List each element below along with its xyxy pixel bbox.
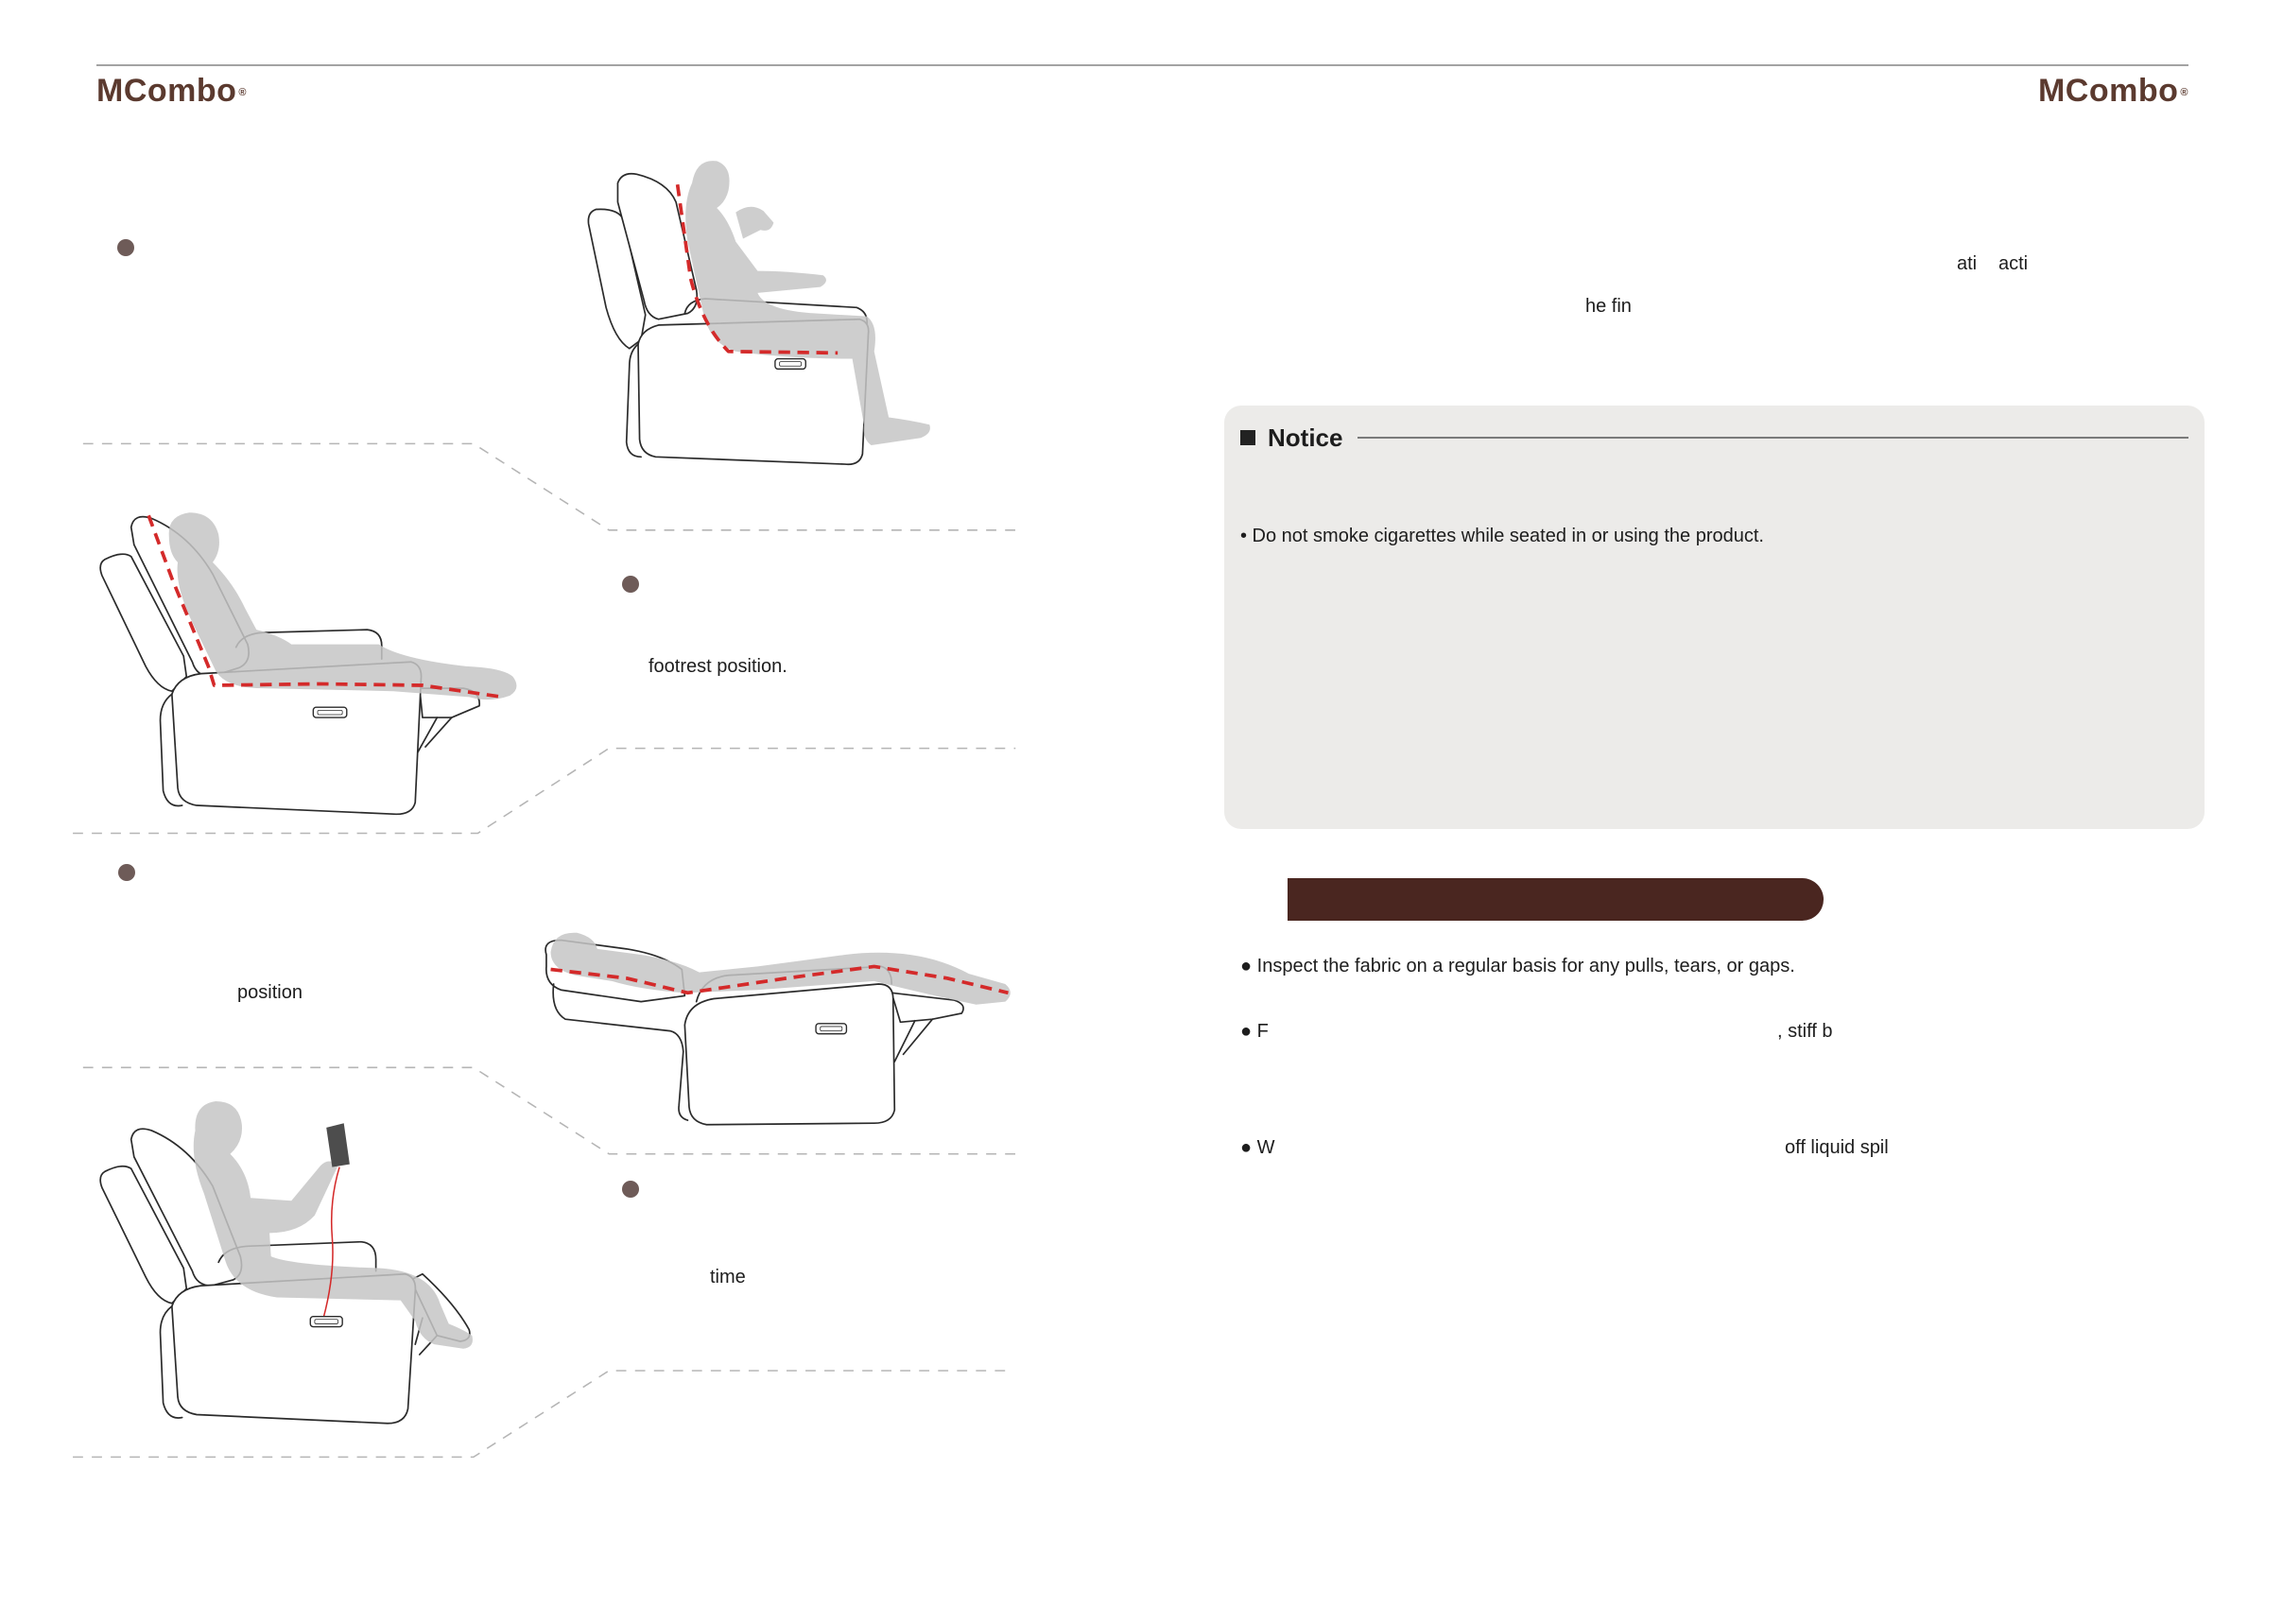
care-item: ● W	[1240, 1137, 1275, 1158]
control-button-panel	[313, 707, 346, 717]
notice-square-icon	[1240, 430, 1255, 445]
person-silhouette	[194, 1101, 473, 1349]
control-button-panel	[816, 1024, 846, 1034]
recliner-charging-illustration	[100, 1101, 473, 1424]
caption-position: position	[237, 982, 303, 1003]
motion-path-indicator	[678, 184, 839, 353]
section-heading-bar	[1288, 878, 1824, 921]
recliner-upright-illustration	[588, 161, 929, 464]
text-fragment: he fin	[1585, 296, 1632, 317]
text-fragment: acti	[1998, 253, 2029, 274]
notice-rule	[1358, 437, 2188, 439]
registered-mark: ®	[238, 87, 248, 98]
caption-footrest: footrest position.	[649, 656, 787, 677]
header-rule	[96, 64, 2188, 66]
care-item: ● Inspect the fabric on a regular basis for any pulls, tears, or gaps.	[1240, 956, 1795, 976]
care-item-fragment: off liquid spil	[1785, 1137, 1889, 1158]
step-bullet	[118, 864, 135, 881]
charging-cable	[323, 1167, 339, 1319]
registered-mark: ®	[2180, 87, 2188, 98]
brand-logo-left: MCombo ®	[96, 73, 248, 109]
step-bullet	[117, 239, 134, 256]
recliner-footrest-illustration	[100, 512, 516, 814]
person-silhouette	[551, 933, 1011, 1005]
smartphone-illustration	[326, 1123, 350, 1166]
control-button-panel	[775, 359, 805, 370]
step-bullet	[622, 1181, 639, 1198]
caption-time: time	[710, 1267, 746, 1287]
step-bullet	[622, 576, 639, 593]
motion-path-indicator	[551, 966, 1009, 993]
section-divider	[83, 1067, 1020, 1153]
person-silhouette	[685, 161, 930, 445]
recliner-full-recline-illustration	[545, 933, 1011, 1125]
care-item-fragment: , stiff b	[1777, 1021, 1833, 1042]
text-fragment: ati	[1957, 253, 1978, 274]
notice-title: Notice	[1268, 423, 1343, 452]
notice-panel	[1224, 406, 2205, 829]
motion-path-indicator	[148, 515, 503, 697]
section-divider	[83, 443, 1023, 529]
control-button-panel	[310, 1317, 342, 1327]
section-divider	[73, 1371, 1012, 1457]
brand-logo-right: MCombo ®	[2037, 73, 2188, 109]
care-item: ● F	[1240, 1021, 1269, 1042]
section-divider	[73, 749, 1015, 834]
person-silhouette	[169, 512, 517, 700]
notice-item: • Do not smoke cigarettes while seated in or using the product.	[1240, 526, 1764, 546]
